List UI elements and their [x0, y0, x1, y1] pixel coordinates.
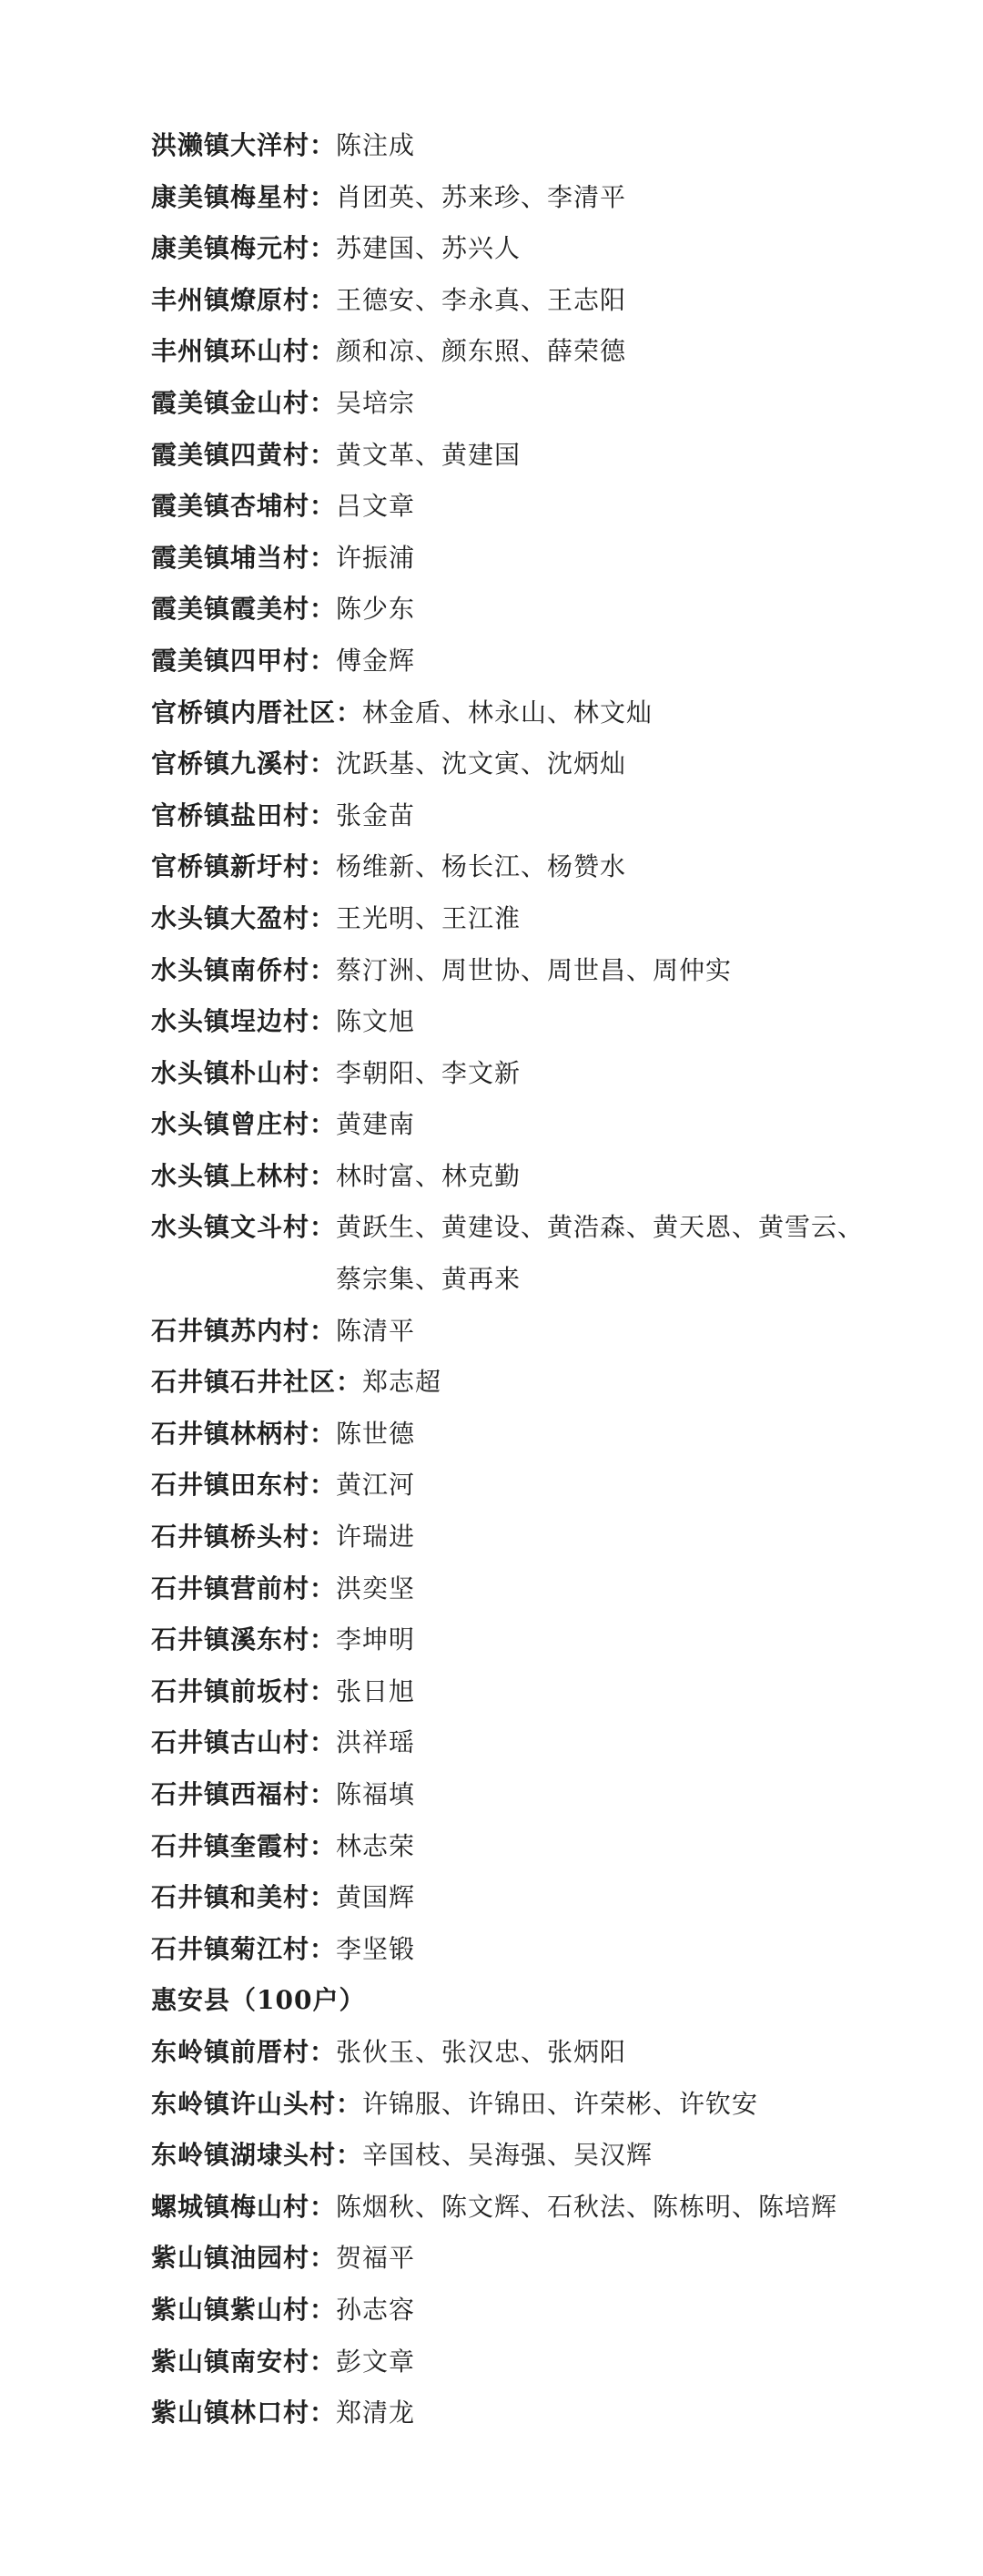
names-line: 黄文革、黄建国	[336, 439, 522, 470]
names-line: 许锦服、许锦田、许荣彬、许钦安	[362, 2088, 759, 2119]
names-line: 许瑞进	[336, 1522, 416, 1553]
household-names	[362, 687, 925, 739]
list-item	[151, 2233, 925, 2285]
village-name: 丰州镇燎原村：	[151, 284, 337, 315]
list-item	[151, 1460, 925, 1512]
list-item	[151, 1202, 925, 1305]
village-name: 水头镇曾庄村：	[151, 1109, 337, 1140]
village-name: 东岭镇许山头村：	[151, 2088, 363, 2119]
village-name: 石井镇前坂村：	[151, 1675, 337, 1706]
list-item	[151, 2285, 925, 2337]
names-line: 郑清龙	[336, 2398, 416, 2428]
household-names	[336, 1872, 925, 1924]
village-name: 官桥镇内厝社区：	[151, 697, 363, 728]
names-line: 陈烟秋、陈文辉、石秋法、陈栋明、陈培辉	[336, 2191, 838, 2222]
household-names	[336, 841, 925, 893]
household-names	[336, 945, 925, 997]
list-item	[151, 841, 925, 893]
village-name: 石井镇田东村：	[151, 1470, 337, 1501]
list-item	[151, 533, 925, 585]
names-line: 林志荣	[336, 1830, 416, 1861]
names-line: 张伙玉、张汉忠、张炳阳	[336, 2036, 627, 2067]
names-line: 洪奕坚	[336, 1573, 416, 1604]
village-name: 水头镇朴山村：	[151, 1057, 337, 1088]
list-item	[151, 1512, 925, 1563]
household-names	[336, 1563, 925, 1615]
village-name: 霞美镇四甲村：	[151, 645, 337, 676]
household-names	[336, 893, 925, 945]
list-item	[151, 738, 925, 790]
list-item	[151, 430, 925, 482]
village-name: 东岭镇前厝村：	[151, 2036, 337, 2067]
household-names	[336, 2388, 925, 2439]
list-item	[151, 636, 925, 687]
household-names	[336, 996, 925, 1048]
village-name: 丰州镇环山村：	[151, 336, 337, 367]
list-item	[151, 1872, 925, 1924]
names-line: 王德安、李永真、王志阳	[336, 284, 627, 315]
household-names	[336, 1666, 925, 1718]
list-item	[151, 223, 925, 275]
household-names	[336, 2285, 925, 2337]
list-item	[151, 1099, 925, 1151]
list-item	[151, 1048, 925, 1100]
village-name: 东岭镇湖埭头村：	[151, 2140, 363, 2171]
village-name: 石井镇桥头村：	[151, 1522, 337, 1553]
village-name: 石井镇和美村：	[151, 1882, 337, 1913]
names-line: 洪祥瑶	[336, 1727, 416, 1758]
household-names	[336, 172, 925, 224]
household-names	[336, 1460, 925, 1512]
village-name: 霞美镇金山村：	[151, 387, 337, 418]
village-name: 水头镇文斗村：	[151, 1212, 337, 1243]
names-line: 吴培宗	[336, 387, 416, 418]
list-item	[151, 1821, 925, 1873]
village-name: 石井镇苏内村：	[151, 1315, 337, 1346]
list-item	[151, 326, 925, 378]
list-item	[151, 2182, 925, 2234]
household-names	[336, 2027, 925, 2079]
household-names	[336, 584, 925, 636]
list-item	[151, 2027, 925, 2079]
household-names	[336, 1409, 925, 1461]
names-line: 陈文旭	[336, 1006, 416, 1037]
names-line: 黄建南	[336, 1109, 416, 1140]
household-names	[336, 326, 925, 378]
household-names	[336, 2233, 925, 2285]
village-name: 水头镇大盈村：	[151, 902, 337, 933]
county-heading: 惠安县（100户）	[151, 1985, 366, 2016]
names-line: 吕文章	[336, 491, 416, 522]
list-item	[151, 172, 925, 224]
household-names	[362, 2130, 925, 2182]
household-names	[362, 1357, 925, 1409]
names-line: 黄跃生、黄建设、黄浩森、黄天恩、黄雪云、	[336, 1212, 865, 1243]
names-line: 陈注成	[336, 130, 416, 160]
household-names	[336, 2182, 925, 2234]
names-line: 李朝阳、李文新	[336, 1057, 522, 1088]
household-names	[336, 1099, 925, 1151]
village-name: 石井镇古山村：	[151, 1727, 337, 1758]
household-names	[336, 120, 925, 172]
names-line: 陈世德	[336, 1418, 416, 1449]
village-name: 霞美镇杏埔村：	[151, 491, 337, 522]
household-names	[336, 223, 925, 275]
names-line: 林金盾、林永山、林文灿	[362, 697, 654, 728]
village-name: 石井镇奎霞村：	[151, 1830, 337, 1861]
list-item	[151, 1409, 925, 1461]
household-names	[336, 1151, 925, 1203]
village-name: 石井镇营前村：	[151, 1573, 337, 1604]
village-name: 霞美镇霞美村：	[151, 594, 337, 625]
household-names	[336, 1717, 925, 1769]
village-name: 官桥镇新圩村：	[151, 851, 337, 882]
household-names	[336, 481, 925, 533]
list-item	[151, 584, 925, 636]
list-item	[151, 2337, 925, 2388]
village-name: 水头镇上林村：	[151, 1160, 337, 1191]
names-line: 贺福平	[336, 2243, 416, 2274]
names-line: 杨维新、杨长江、杨赞水	[336, 851, 627, 882]
village-name: 康美镇梅元村：	[151, 233, 337, 264]
names-line: 黄江河	[336, 1470, 416, 1501]
village-name: 石井镇西福村：	[151, 1779, 337, 1809]
household-names	[336, 1306, 925, 1358]
names-line: 彭文章	[336, 2346, 416, 2377]
names-line: 孙志容	[336, 2294, 416, 2325]
village-name: 官桥镇九溪村：	[151, 748, 337, 779]
village-name: 石井镇菊江村：	[151, 1933, 337, 1964]
names-line: 黄国辉	[336, 1882, 416, 1913]
list-item	[151, 996, 925, 1048]
household-names	[336, 738, 925, 790]
household-names	[336, 1821, 925, 1873]
household-names	[336, 1924, 925, 1976]
list-item	[151, 481, 925, 533]
list-item	[151, 945, 925, 997]
household-names	[336, 1512, 925, 1563]
household-names	[336, 378, 925, 430]
names-line: 颜和凉、颜东照、薛荣德	[336, 336, 627, 367]
village-name: 紫山镇林口村：	[151, 2398, 337, 2428]
village-name: 石井镇溪东村：	[151, 1624, 337, 1655]
village-name: 霞美镇埔当村：	[151, 542, 337, 573]
village-name: 洪濑镇大洋村：	[151, 130, 337, 160]
list-item	[151, 1769, 925, 1821]
names-line: 张金苗	[336, 799, 416, 830]
village-name: 官桥镇盐田村：	[151, 799, 337, 830]
list-item	[151, 1563, 925, 1615]
list-item	[151, 1717, 925, 1769]
household-names	[336, 1048, 925, 1100]
list-item	[151, 2130, 925, 2182]
village-name: 水头镇南侨村：	[151, 954, 337, 985]
list-item	[151, 1924, 925, 1976]
household-names	[336, 533, 925, 585]
names-line: 李坚锻	[336, 1933, 416, 1964]
names-line: 肖团英、苏来珍、李清平	[336, 181, 627, 212]
list-item	[151, 120, 925, 172]
names-line: 蔡汀洲、周世协、周世昌、周仲实	[336, 954, 733, 985]
list-item	[151, 1614, 925, 1666]
household-names	[336, 430, 925, 482]
household-names	[336, 275, 925, 327]
names-line: 许振浦	[336, 542, 416, 573]
village-name: 霞美镇四黄村：	[151, 439, 337, 470]
names-line: 傅金辉	[336, 645, 416, 676]
village-name: 紫山镇紫山村：	[151, 2294, 337, 2325]
list-item	[151, 790, 925, 842]
household-names	[336, 636, 925, 687]
list-item	[151, 275, 925, 327]
household-names	[362, 2079, 925, 2131]
list-item	[151, 1151, 925, 1203]
list-item	[151, 378, 925, 430]
village-name: 水头镇埕边村：	[151, 1006, 337, 1037]
names-line: 李坤明	[336, 1624, 416, 1655]
village-name: 螺城镇梅山村：	[151, 2191, 337, 2222]
names-line: 沈跃基、沈文寅、沈炳灿	[336, 748, 627, 779]
village-name: 石井镇林柄村：	[151, 1418, 337, 1449]
list-item	[151, 2079, 925, 2131]
names-line: 林时富、林克勤	[336, 1160, 522, 1191]
list-item	[151, 687, 925, 739]
list-item	[151, 1666, 925, 1718]
list-item	[151, 893, 925, 945]
household-names	[336, 790, 925, 842]
village-name: 康美镇梅星村：	[151, 181, 337, 212]
names-line: 辛国枝、吴海强、吴汉辉	[362, 2140, 654, 2171]
household-names	[336, 2337, 925, 2388]
household-names	[336, 1769, 925, 1821]
list-item	[151, 2388, 925, 2439]
list-item	[151, 1357, 925, 1409]
names-line: 苏建国、苏兴人	[336, 233, 522, 264]
household-names	[336, 1614, 925, 1666]
names-line: 张日旭	[336, 1675, 416, 1706]
names-line: 王光明、王江淮	[336, 902, 522, 933]
names-line: 蔡宗集、黄再来	[336, 1264, 522, 1295]
village-name: 紫山镇南安村：	[151, 2346, 337, 2377]
names-line: 陈少东	[336, 594, 416, 625]
names-line: 陈清平	[336, 1315, 416, 1346]
names-line: 郑志超	[362, 1367, 442, 1398]
household-names	[336, 1202, 925, 1305]
list-item	[151, 1306, 925, 1358]
village-name: 紫山镇油园村：	[151, 2243, 337, 2274]
village-name: 石井镇石井社区：	[151, 1367, 363, 1398]
award-list	[151, 120, 925, 2439]
names-line: 陈福填	[336, 1779, 416, 1809]
